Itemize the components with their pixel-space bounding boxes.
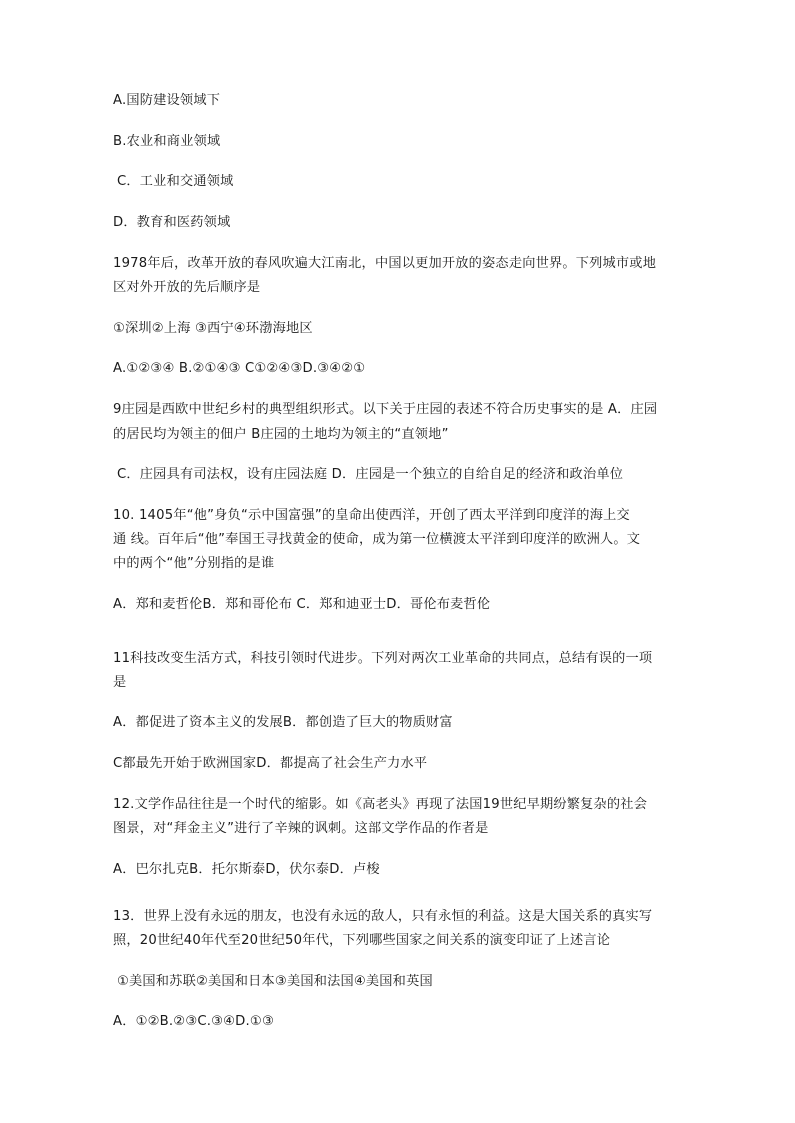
question-1978-options: A.①②③④ B.②①④③ C①②④③D.③④②① [113,361,366,376]
question-10-line1: 10. 1405年“他”身负“示中国富强”的皇命出使西洋，开创了西太平洋到印度洋的海上交 [113,508,630,523]
question-11-options-ab: A．都促进了资本主义的发展B．都创造了巨大的物质财富 [113,715,453,730]
question-12-line1: 12.文学作品往往是一个时代的缩影。如《高老头》再现了法国19世纪早期纷繁复杂的社会 [113,797,648,812]
question-10-line2: 通 线。百年后“他”奉国王寻找黄金的使命，成为第一位横渡太平洋到印度洋的欧洲人。文 [113,532,641,547]
option-a-defense: A.国防建设领域下 [113,93,221,108]
option-c-industry: C．工业和交通领域 [117,174,234,189]
question-11-line1: 11科技改变生活方式，科技引领时代进步。下列对两次工业革命的共同点，总结有误的一项 [113,651,653,666]
question-1978-line1: 1978年后，改革开放的春风吹遍大江南北，中国以更加开放的姿态走向世界。下列城市或地 [113,256,657,271]
question-13-items: ①美国和苏联②美国和日本③美国和法国④美国和英国 [117,974,433,989]
question-1978-line2: 区对外开放的先后顺序是 [113,280,261,295]
question-1978-items: ①深圳②上海 ③西宁④环渤海地区 [113,321,313,336]
question-11-options-cd: C都最先开始于欧洲国家D．都提高了社会生产力水平 [113,756,428,771]
question-11-line2: 是 [113,675,127,690]
question-13-options: A．①②B.②③C.③④D.①③ [113,1014,274,1029]
question-9-line1: 9庄园是西欧中世纪乡村的典型组织形式。以下关于庄园的表述不符合历史事实的是 A．庄园 [113,402,658,417]
question-10-options: A．郑和麦哲伦B．郑和哥伦布 C．郑和迪亚士D．哥伦布麦哲伦 [113,597,491,612]
question-12-line2: 图景，对“拜金主义”进行了辛辣的讽刺。这部文学作品的作者是 [113,821,489,836]
option-d-education: D．教育和医药领域 [113,215,231,230]
question-13-line1: 13．世界上没有永远的朋友，也没有永远的敌人，只有永恒的利益。这是大国关系的真实写 [113,909,653,924]
question-13-line2: 照，20世纪40年代至20世纪50年代，下列哪些国家之间关系的演变印证了上述言论 [113,933,611,948]
question-12-options: A．巴尔扎克B．托尔斯泰D，伏尔泰D．卢梭 [113,862,380,877]
question-9-options: C．庄园具有司法权，设有庄园法庭 D．庄园是一个独立的自给自足的经济和政治单位 [117,467,624,482]
question-9-line2: 的居民均为领主的佃户 B庄园的土地均为领主的“直领地” [113,427,449,442]
option-b-agriculture: B.农业和商业领域 [113,134,221,149]
question-10-line3: 中的两个“他”分别指的是谁 [113,556,275,571]
